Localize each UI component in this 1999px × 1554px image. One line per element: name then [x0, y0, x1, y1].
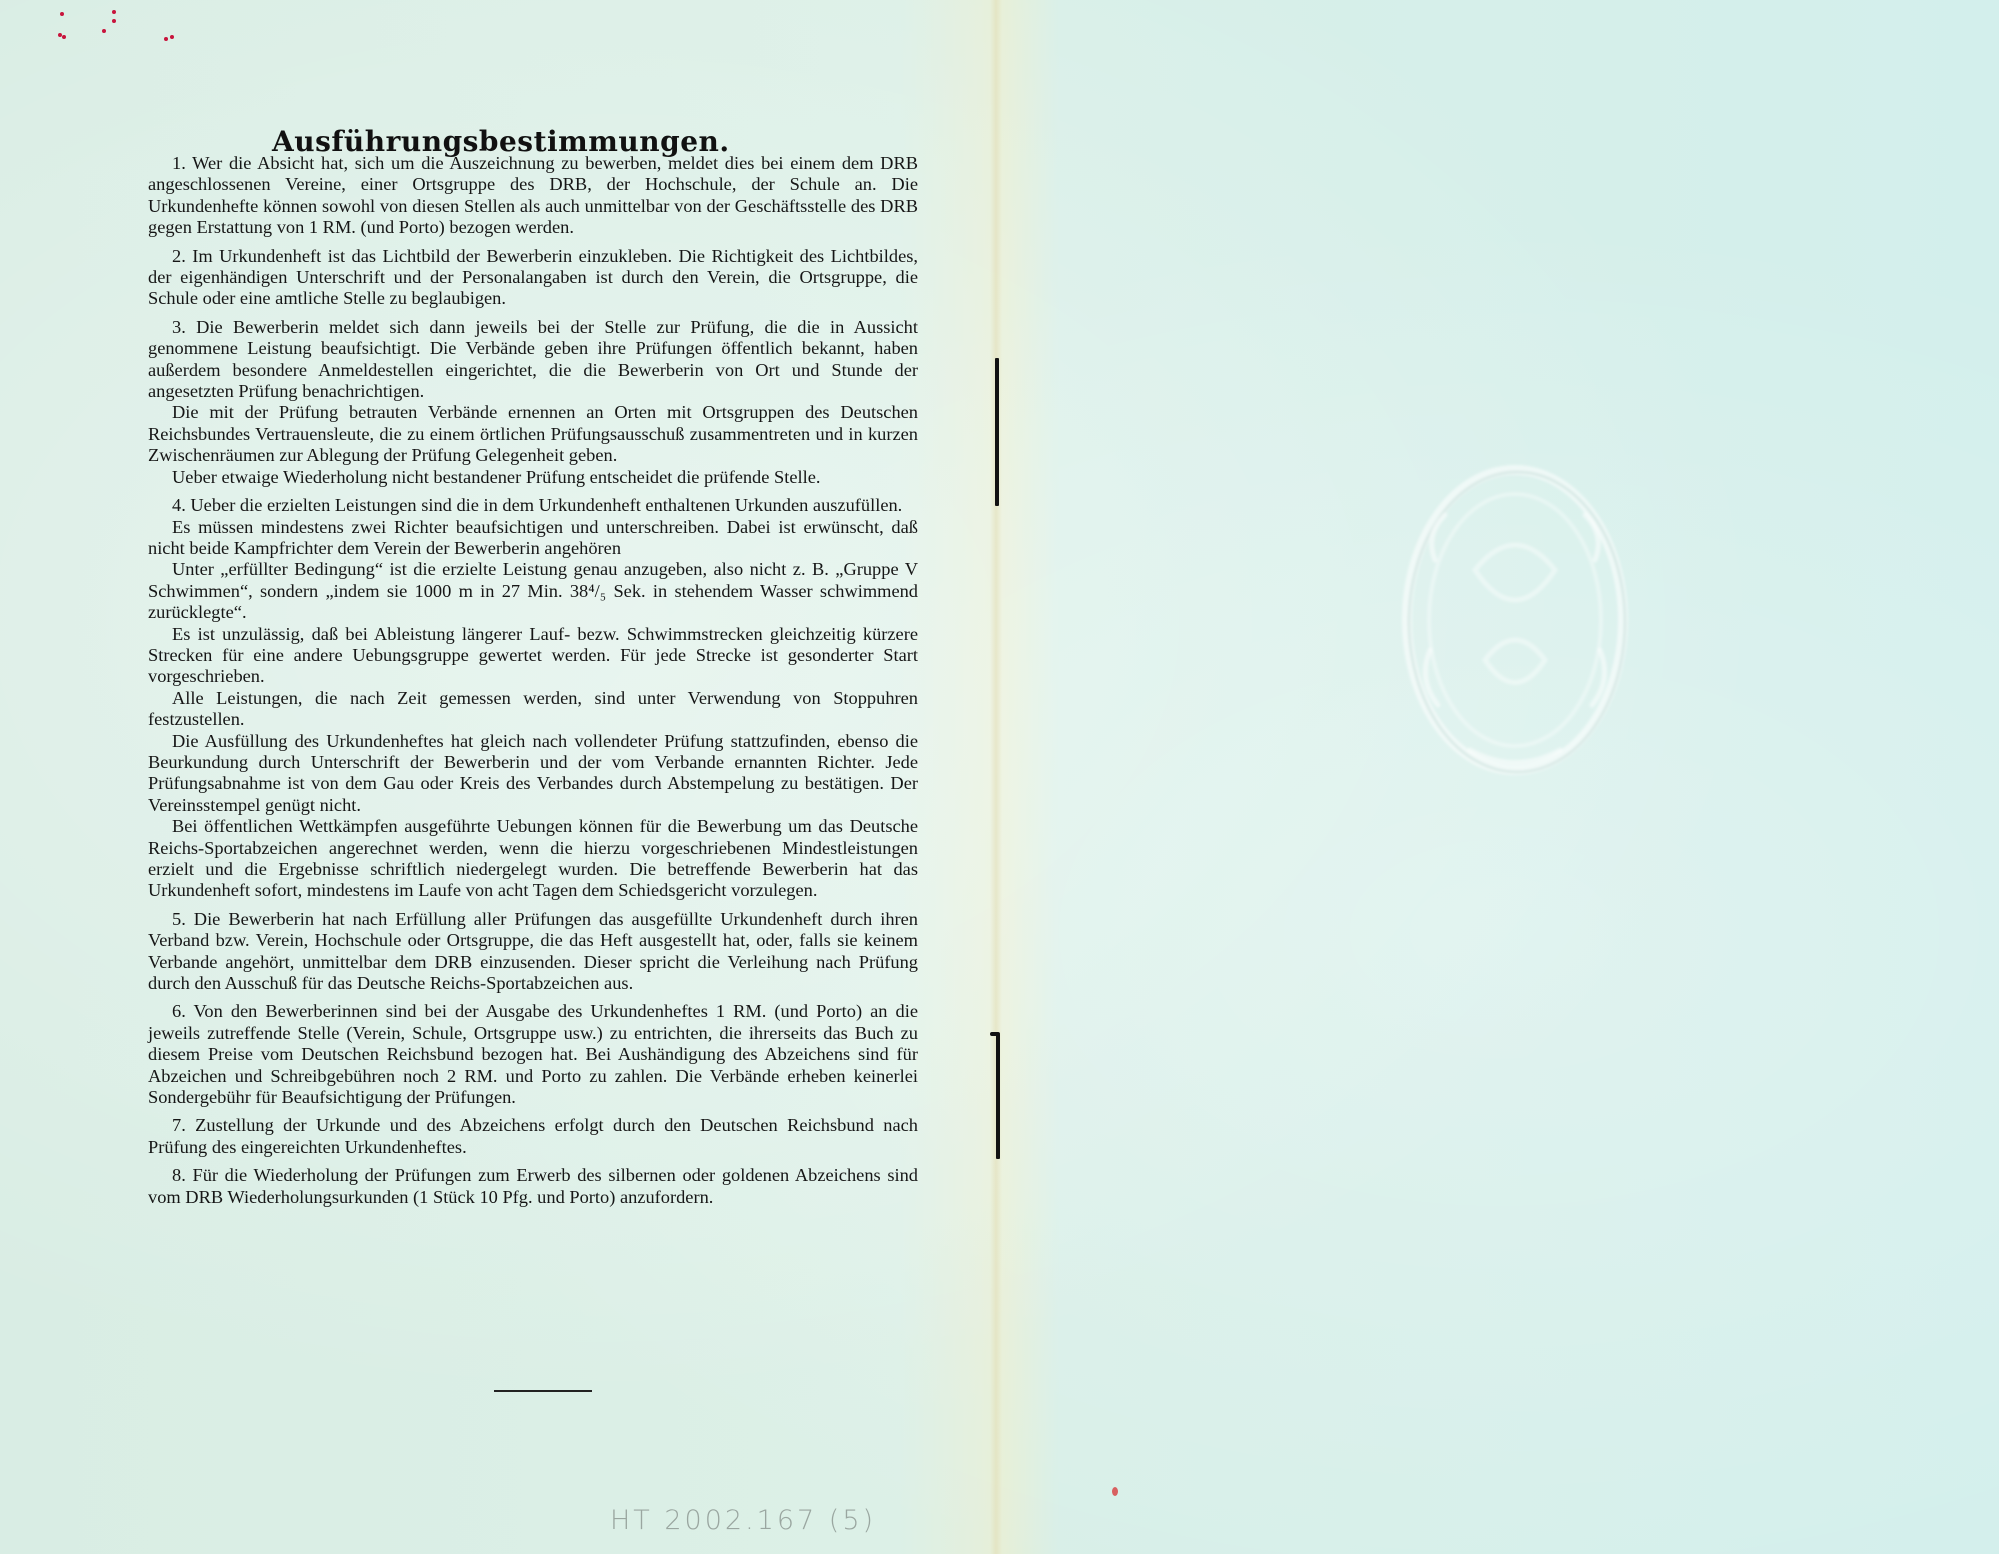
- paragraph-4-sub-3: Es ist unzulässig, daß bei Ableistung längerer Lauf- bezw. Schwimmstrecken gleichzeitig kürzere Strecken für eine andere Uebungsgruppe gewertet werden. Für jede Strecke ist gesonderter Start vorgeschrieben.: [148, 623, 918, 687]
- accession-number: HT 2002.167 (5): [610, 1505, 877, 1536]
- paragraph-2: 2. Im Urkundenheft ist das Lichtbild der Bewerberin einzukleben. Die Richtigkeit des Lichtbildes, der eigenhändigen Unterschrift und der Personalangaben ist durch den Verein, die Ortsgruppe, die Schule oder eine amtliche Stelle zu beglaubigen.: [148, 245, 918, 309]
- paragraph-4-sub-6: Bei öffentlichen Wettkämpfen ausgeführte Uebungen können für die Bewerbung um das Deutsche Reichs-Sportabzeichen angerechnet werden, wenn die hierzu vorgeschriebenen Mindestleistungen erzielt und die Ergebnisse schriftlich niedergelegt wurden. Die betreffende Bewerberin hat das Urkundenheft sofort, mindestens im Laufe von acht Tagen dem Schiedsgericht vorzulegen.: [148, 816, 918, 901]
- paragraph-1: 1. Wer die Absicht hat, sich um die Auszeichnung zu bewerben, meldet dies bei einem dem DRB angeschlossenen Vereine, einer Ortsgruppe des DRB, der Hochschule, der Schule an. Die Urkundenhefte können sowohl von diesen Stellen als auch unmittelbar von der Geschäftsstelle des DRB gegen Erstattung von 1 RM. (und Porto) bezogen werden.: [148, 153, 918, 238]
- paragraph-5: 5. Die Bewerberin hat nach Erfüllung aller Prüfungen das ausgefüllte Urkundenheft durch ihren Verband bzw. Verein, Hochschule oder Ortsgruppe, die das Heft ausgestellt hat, oder, falls sie keinem Verbande angehört, unmittelbar dem DRB einzusenden. Dieser spricht die Verleihung nach Prüfung durch den Ausschuß für das Deutsche Reichs-Sportabzeichen aus.: [148, 908, 918, 994]
- paragraph-3: 3. Die Bewerberin meldet sich dann jeweils bei der Stelle zur Prüfung, die die in Aussicht genommene Leistung beaufsichtigt. Die Verbände geben ihre Prüfungen öffentlich bekannt, haben außerdem besondere Anmeldestellen eingerichtet, die die Bewerberin von Ort und Stunde der angesetzten Prüfung benachrichtigen.: [148, 316, 918, 402]
- ink-spot: [1112, 1487, 1118, 1496]
- paragraph-8: 8. Für die Wiederholung der Prüfungen zum Erwerb des silbernen oder goldenen Abzeichens sind vom DRB Wiederholungsurkunden (1 Stück 10 Pfg. und Porto) anzufordern.: [148, 1165, 918, 1207]
- left-page: [0, 0, 995, 1554]
- ink-specks: [50, 5, 200, 45]
- paragraph-6: 6. Von den Bewerberinnen sind bei der Ausgabe des Urkundenheftes 1 RM. (und Porto) an die jeweils zutreffende Stelle (Verein, Schule, Ortsgruppe usw.) zu entrichten, die ihrerseits das Buch zu diesem Preise vom Deutschen Reichsbund bezogen hat. Bei Aushändigung des Abzeichens sind für Abzeichen und Schreibgebühren noch 2 RM. und Porto zu zahlen. Die Verbände erheben keinerlei Sondergebühr für Beaufsichtigung der Prüfungen.: [148, 1001, 918, 1108]
- paragraph-3-sub-2: Ueber etwaige Wiederholung nicht bestandener Prüfung entscheidet die prüfende Stelle.: [172, 466, 821, 487]
- paragraph-7: 7. Zustellung der Urkunde und des Abzeichens erfolgt durch den Deutschen Reichsbund nach Prüfung des eingereichten Urkundenheftes.: [148, 1115, 918, 1157]
- paragraph-4-sub-4: Alle Leistungen, die nach Zeit gemessen werden, sind unter Verwendung von Stoppuhren festzustellen.: [148, 687, 918, 730]
- embossed-wreath-seal-icon: [1390, 450, 1640, 790]
- paragraph-4: 4. Ueber die erzielten Leistungen sind die in dem Urkundenheft enthaltenen Urkunden auszufüllen.: [172, 495, 903, 516]
- paragraph-4-sub-5: Die Ausfüllung des Urkundenheftes hat gleich nach vollendeter Prüfung stattzufinden, ebenso die Beurkundung durch Unterschrift der Bewerberin und der vom Verbande ernannten Richter. Jede Prüfungsabnahme ist von dem Gau oder Kreis des Verbandes durch Abstempelung zu bestätigen. Der Vereinsstempel genügt nicht.: [148, 730, 918, 815]
- end-rule-divider: [494, 1390, 592, 1392]
- paragraph-4-sub-1: Es müssen mindestens zwei Richter beaufsichtigen und unterschreiben. Dabei ist erwünscht, daß nicht beide Kampfrichter dem Verein der Bewerberin angehören: [148, 516, 918, 558]
- paragraph-3-sub-1: Die mit der Prüfung betrauten Verbände ernennen an Orten mit Ortsgruppen des Deutschen Reichsbundes Vertrauensleute, die zu einem örtlichen Prüfungsausschuß zusammentreten und in kurzen Zwischenräumen zur Ablegung der Prüfung Gelegenheit geben.: [148, 402, 918, 466]
- paragraph-4-sub-2: Unter „erfüllter Bedingung“ ist die erzielte Leistung genau anzugeben, also nicht z. B. „Gruppe V Schwimmen“, sondern „indem sie 1000 m in 27 Min. 38⁴/₅ Sek. in stehendem Wasser schwimmend zurücklegte“.: [148, 559, 918, 623]
- page-title: Ausführungsbestimmungen.: [272, 124, 730, 158]
- regulations-body: [148, 153, 918, 1208]
